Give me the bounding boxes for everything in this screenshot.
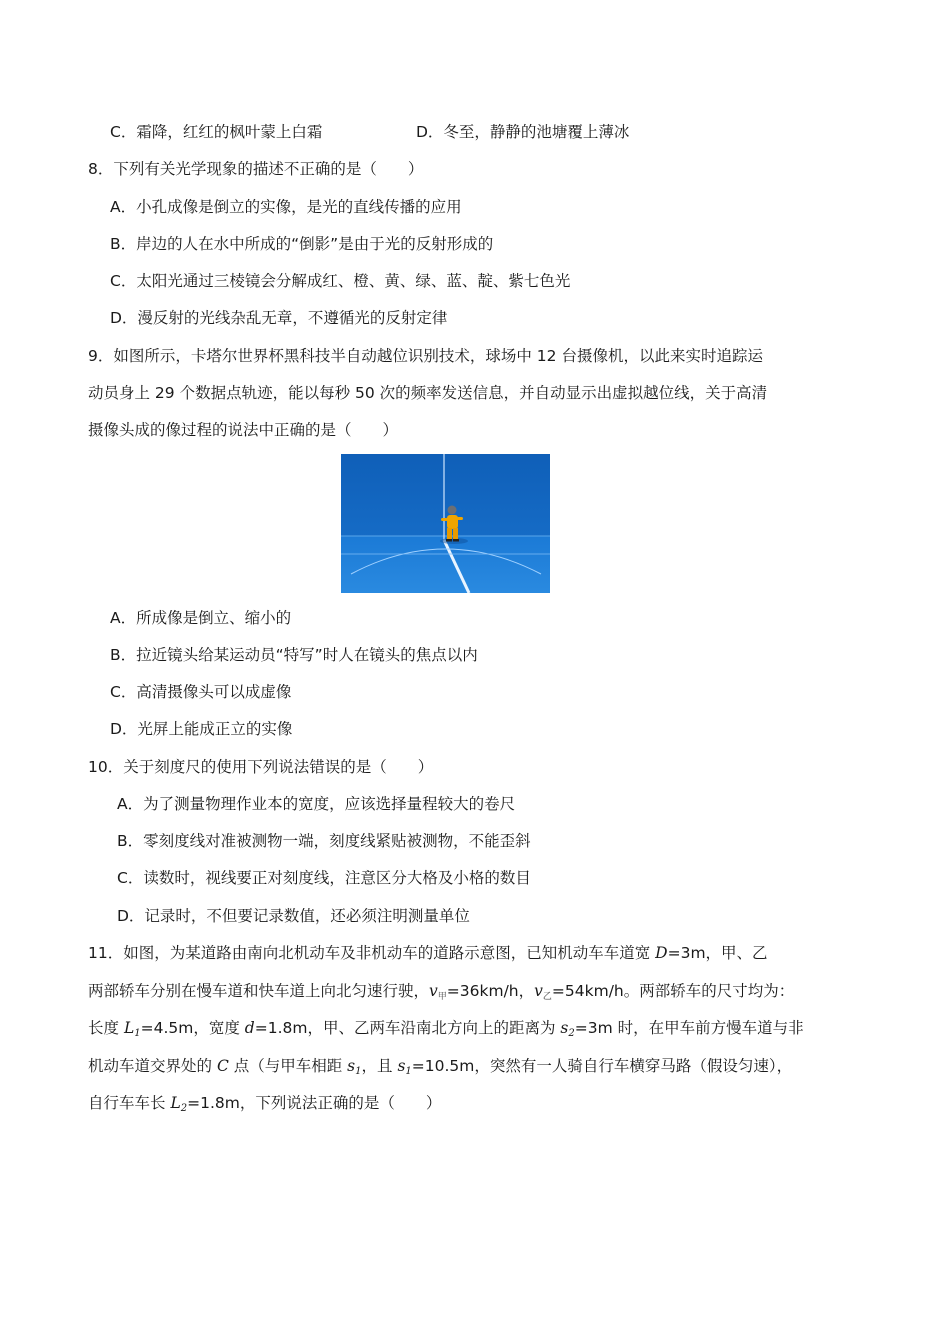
q11-stem-line1 [88, 943, 768, 963]
q11-text: =4.5m，宽度 [140, 1019, 245, 1037]
q11-var-c: C [216, 1057, 229, 1075]
q11-text: ，且 [361, 1057, 398, 1075]
q9-stem-line3: 摄像头成的像过程的说法中正确的是（ ） [88, 421, 399, 439]
q7-option-c[interactable]: C．霜降，红红的枫叶蒙上白霜 [110, 123, 323, 141]
q11-text: 自行车车长 [88, 1094, 171, 1112]
q11-var-v: v [429, 982, 438, 1000]
q11-var-s: s [560, 1019, 569, 1037]
q11-stem-line4 [88, 1056, 792, 1076]
q11-var-l: L [170, 1094, 181, 1112]
q11-sub-2: 2 [180, 1103, 188, 1114]
q10-option-d[interactable]: D．记录时，不但要记录数值，还必须注明测量单位 [117, 907, 470, 925]
q8-option-d[interactable]: D．漫反射的光线杂乱无章，不遵循光的反射定律 [110, 309, 448, 327]
q8-option-c[interactable]: C．太阳光通过三棱镜会分解成红、橙、黄、绿、蓝、靛、紫七色光 [110, 272, 571, 290]
q11-text: =36km/h， [446, 982, 535, 1000]
q11-stem-line3 [88, 1018, 804, 1038]
q9-option-a[interactable]: A．所成像是倒立、缩小的 [110, 609, 292, 627]
q7-option-d[interactable]: D．冬至，静静的池塘覆上薄冰 [416, 123, 630, 141]
q11-text: 两部轿车分别在慢车道和快车道上向北匀速行驶， [88, 982, 430, 1000]
q11-text: =1.8m，甲、乙两车沿南北方向上的距离为 [254, 1019, 561, 1037]
q9-option-c[interactable]: C．高清摄像头可以成虚像 [110, 683, 292, 701]
q10-option-c[interactable]: C．读数时，视线要正对刻度线，注意区分大格及小格的数目 [117, 869, 531, 887]
q11-text: 11．如图，为某道路由南向北机动车及非机动车的道路示意图，已知机动车车道宽 [88, 944, 656, 962]
q11-sub-1: 1 [355, 1066, 362, 1077]
q11-sub-yi: 乙 [542, 992, 552, 1002]
q10-stem: 10．关于刻度尺的使用下列说法错误的是（ ） [88, 758, 434, 776]
q11-sub-1: 1 [134, 1028, 141, 1039]
q9-stem-line1: 9．如图所示，卡塔尔世界杯黑科技半自动越位识别技术，球场中 12 台摄像机，以此来实时追踪运 [88, 347, 763, 365]
q11-var-l: L [123, 1019, 135, 1037]
q11-stem-line5 [88, 1093, 441, 1113]
q11-sub-jia: 甲 [437, 992, 447, 1002]
q11-var-s: s [347, 1057, 356, 1075]
q11-text: =3m，甲、乙 [667, 944, 768, 962]
q10-option-b[interactable]: B．零刻度线对准被测物一端，刻度线紧贴被测物，不能歪斜 [117, 832, 531, 850]
q11-sub-2: 2 [568, 1028, 575, 1039]
q8-option-a[interactable]: A．小孔成像是倒立的实像，是光的直线传播的应用 [110, 198, 462, 216]
q11-var-d: d [244, 1019, 255, 1037]
q11-text: 点（与甲车相距 [228, 1057, 348, 1075]
q9-stadium-photo [341, 454, 550, 593]
q11-text: =54km/h。两部轿车的尺寸均为： [551, 982, 795, 1000]
q8-stem: 8．下列有关光学现象的描述不正确的是（ ） [88, 160, 424, 178]
q11-text: =3m 时，在甲车前方慢车道与非 [574, 1019, 804, 1037]
q11-var-d-upper: D [655, 944, 668, 962]
q11-stem-line2 [88, 981, 794, 1007]
q9-option-b[interactable]: B．拉近镜头给某运动员“特写”时人在镜头的焦点以内 [110, 646, 478, 664]
q11-sub-1: 1 [405, 1066, 412, 1077]
q9-option-d[interactable]: D．光屏上能成正立的实像 [110, 720, 293, 738]
q11-var-v: v [534, 982, 543, 1000]
q11-text: =1.8m，下列说法正确的是（ ） [187, 1094, 442, 1112]
q10-option-a[interactable]: A．为了测量物理作业本的宽度，应该选择量程较大的卷尺 [117, 795, 516, 813]
q9-stem-line2: 动员身上 29 个数据点轨迹，能以每秒 50 次的频率发送信息，并自动显示出虚拟越位线，关于高清 [88, 384, 768, 402]
q11-text: 长度 [88, 1019, 124, 1037]
q8-option-b[interactable]: B．岸边的人在水中所成的“倒影”是由于光的反射形成的 [110, 235, 494, 253]
q11-var-s: s [397, 1057, 406, 1075]
q11-text: 机动车道交界处的 [88, 1057, 217, 1075]
q11-text: =10.5m，突然有一人骑自行车横穿马路（假设匀速）， [411, 1057, 793, 1075]
